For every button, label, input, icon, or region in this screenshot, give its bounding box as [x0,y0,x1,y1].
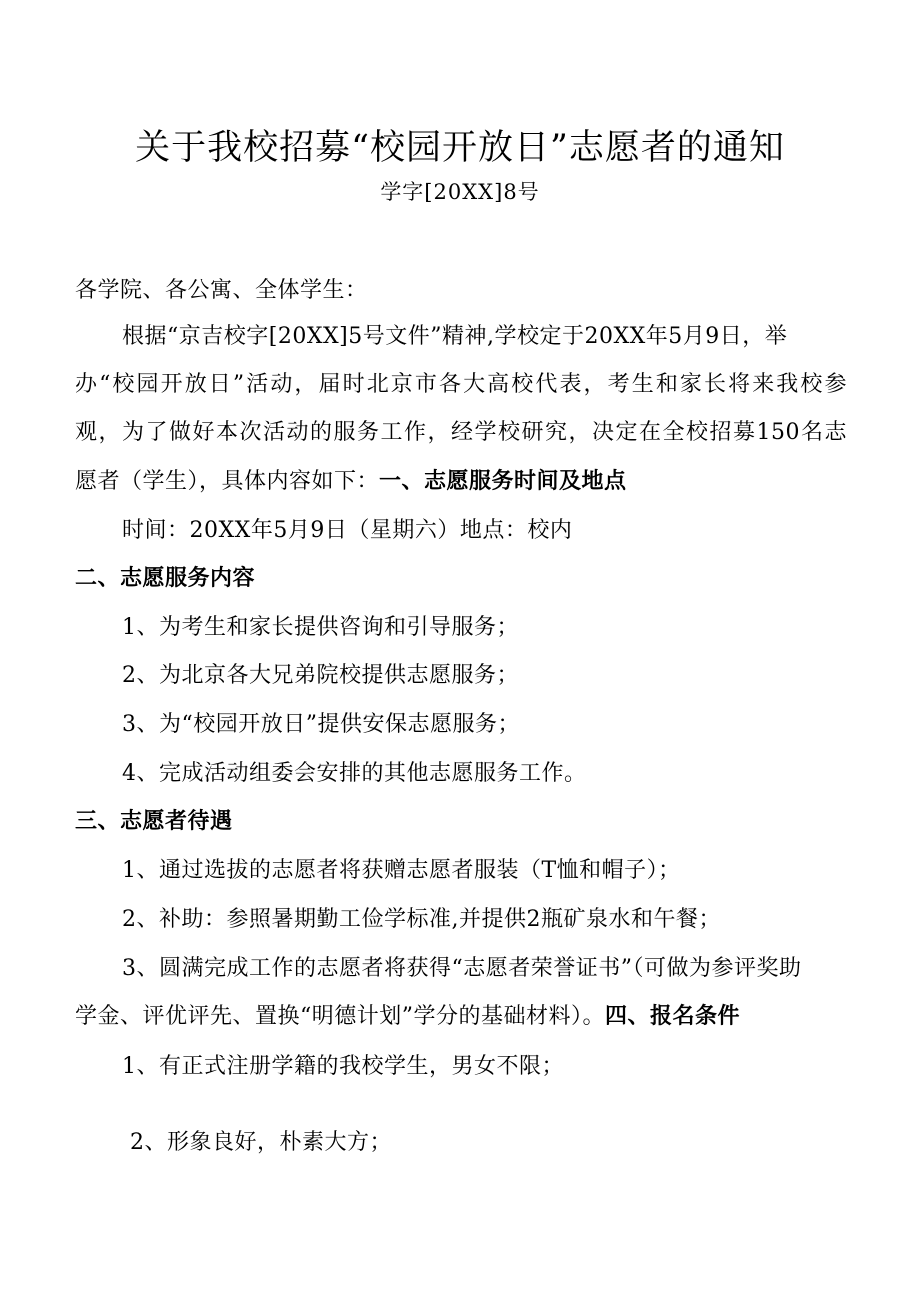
section-2-item: 1、为考生和家长提供咨询和引导服务； [122,615,519,640]
section-2-heading: 二、志愿服务内容 [75,566,256,591]
intro-line-1: 根据“京吉校字[20XX]5号文件”精神,学校定于20XX年5月9日，举 [122,324,788,349]
section-3-heading: 三、志愿者待遇 [75,809,233,834]
document-number: 学字[20XX]8号 [380,180,540,204]
section-1-heading: 一、志愿服务时间及地点 [379,469,627,494]
document-title: 关于我校招募“校园开放日”志愿者的通知 [135,128,785,168]
section-3-item: 1、通过选拔的志愿者将获赠志愿者服装（T恤和帽子）； [122,858,681,883]
intro-line-3: 观，为了做好本次活动的服务工作，经学校研究，决定在全校招募150名志 [75,420,847,445]
section-4-item: 2、形象良好，朴素大方； [130,1130,392,1155]
time-place: 时间：20XX年5月9日（星期六）地点：校内 [122,518,573,543]
section-3-item-3-line-2 [75,1002,740,1032]
section-3-item-3-line-1: 3、圆满完成工作的志愿者将获得“志愿者荣誉证书”（可做为参评奖助 [122,956,802,981]
section-2-item: 3、为“校园开放日”提供安保志愿服务； [122,712,520,737]
salutation: 各学院、各公寓、全体学生： [75,278,368,303]
intro-line-2: 办“校园开放日”活动，届时北京市各大高校代表，考生和家长将来我校参 [75,372,847,397]
section-4-heading: 四、报名条件 [605,1004,741,1029]
section-3-item-3-line-2-text: 学金、评优评先、置换“明德计划”学分的基础材料）。 [75,1004,605,1029]
section-4-item: 1、有正式注册学籍的我校学生，男女不限； [122,1054,564,1079]
intro-line-4 [75,467,627,497]
section-2-item: 4、完成活动组委会安排的其他志愿服务工作。 [122,761,587,786]
section-2-item: 2、为北京各大兄弟院校提供志愿服务； [122,663,519,688]
section-3-item: 2、补助：参照暑期勤工俭学标准,并提供2瓶矿泉水和午餐； [122,907,721,932]
intro-line-4-text: 愿者（学生），具体内容如下： [75,469,380,494]
